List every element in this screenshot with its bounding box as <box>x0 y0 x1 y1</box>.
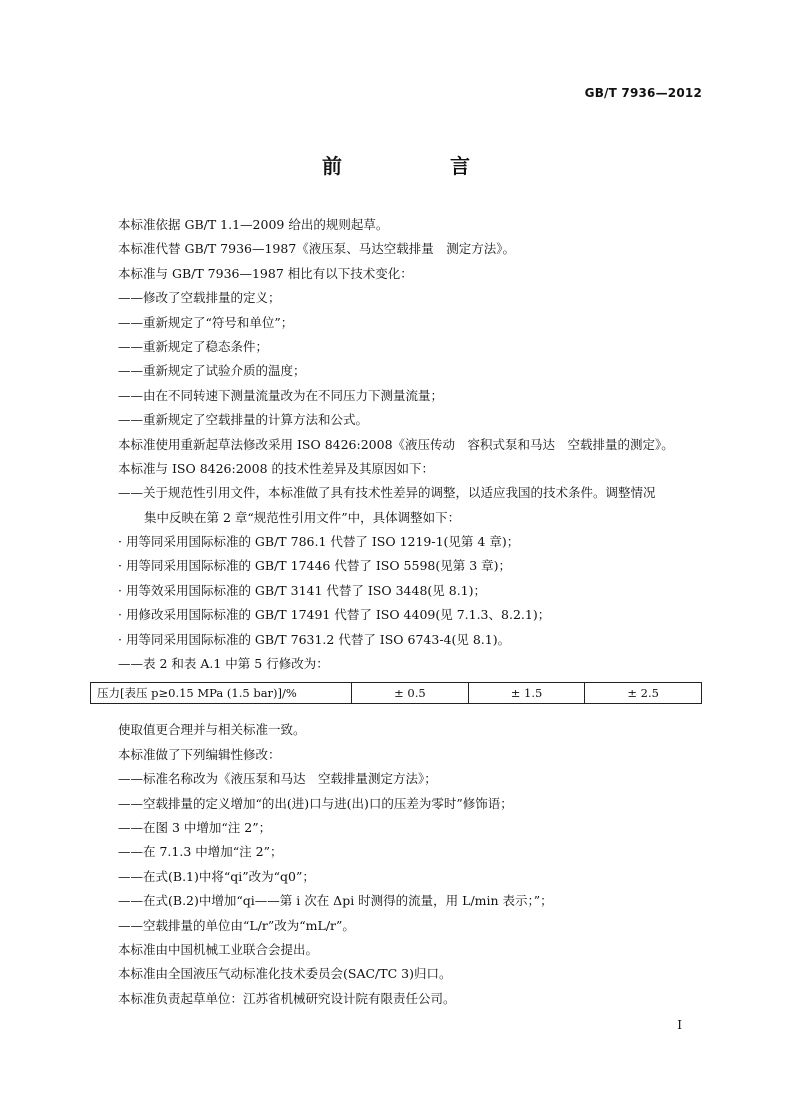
table-intro: ——表 2 和表 A.1 中第 5 行修改为： <box>118 656 329 672</box>
page-title: 前 言 <box>322 154 514 178</box>
paragraph: 本标准与 ISO 8426:2008 的技术性差异及其原因如下： <box>118 460 435 476</box>
paragraph: 本标准做了下列编辑性修改： <box>118 746 281 762</box>
list-item: ——修改了空载排量的定义； <box>118 290 281 306</box>
paragraph: 本标准代替 GB/T 7936—1987《液压泵、马达空载排量 测定方法》。 <box>118 241 516 257</box>
list-item: ——在式(B.1)中将“qi”改为“q0”； <box>118 868 315 884</box>
list-item: ——在式(B.2)中增加“qi——第 i 次在 Δpi 时测得的流量，用 L/min 表示；”； <box>118 893 553 909</box>
table-cell: ± 2.5 <box>585 683 702 704</box>
table-row <box>91 683 702 704</box>
paragraph: 本标准与 GB/T 7936—1987 相比有以下技术变化： <box>118 265 413 281</box>
paragraph: 本标准负责起草单位：江苏省机械研究设计院有限责任公司。 <box>118 990 456 1006</box>
list-item: ——在 7.1.3 中增加“注 2”； <box>118 844 283 860</box>
paragraph: 本标准使用重新起草法修改采用 ISO 8426:2008《液压传动 容积式泵和马达 空载排量的测定》。 <box>118 436 674 452</box>
standard-number: GB/T 7936—2012 <box>584 86 702 100</box>
list-item: ——空载排量的单位由“L/r”改为“mL/r”。 <box>118 917 355 933</box>
list-item-first-line: ——关于规范性引用文件，本标准做了具有技术性差异的调整，以适应我国的技术条件。调整情况 <box>118 485 656 501</box>
list-item: ——由在不同转速下测量流量改为在不同压力下测量流量； <box>118 387 444 403</box>
list-item: ——在图 3 中增加“注 2”； <box>118 819 272 835</box>
bullet-item: · 用等同采用国际标准的 GB/T 786.1 代替了 ISO 1219-1(见第 4 章)； <box>118 534 520 550</box>
bullet-item: · 用等同采用国际标准的 GB/T 7631.2 代替了 ISO 6743-4(见 8.1)。 <box>118 631 511 647</box>
list-item: ——标准名称改为《液压泵和马达 空载排量测定方法》； <box>118 771 437 787</box>
paragraph: 本标准依据 GB/T 1.1—2009 给出的规则起草。 <box>118 217 389 232</box>
list-item: ——重新规定了空载排量的计算方法和公式。 <box>118 412 369 428</box>
list-item-continuation: 集中反映在第 2 章“规范性引用文件”中，具体调整如下： <box>144 509 461 525</box>
paragraph: 本标准由中国机械工业联合会提出。 <box>118 941 319 957</box>
list-item: ——重新规定了“符号和单位”； <box>118 314 294 330</box>
list-item: ——空载排量的定义增加“的出(进)口与进(出)口的压差为零时”修饰语； <box>118 795 513 811</box>
list-item: ——重新规定了稳态条件； <box>118 338 269 354</box>
modification-table <box>90 682 702 704</box>
paragraph: 本标准由全国液压气动标准化技术委员会(SAC/TC 3)归口。 <box>118 966 452 982</box>
list-item <box>118 481 708 530</box>
table-cell: ± 0.5 <box>352 683 469 704</box>
table-cell-label: 压力[表压 p≥0.15 MPa (1.5 bar)]/% <box>91 683 352 704</box>
bullet-item: · 用修改采用国际标准的 GB/T 17491 代替了 ISO 4409(见 7.1.3、8.2.1)； <box>118 607 551 623</box>
list-item: ——重新规定了试验介质的温度； <box>118 363 306 379</box>
table-cell: ± 1.5 <box>468 683 585 704</box>
paragraph: 使取值更合理并与相关标准一致。 <box>118 722 306 738</box>
bullet-item: · 用等同采用国际标准的 GB/T 17446 代替了 ISO 5598(见第 3 章)； <box>118 558 512 574</box>
page-number: I <box>677 1018 682 1032</box>
document-body <box>97 213 708 1011</box>
bullet-item: · 用等效采用国际标准的 GB/T 3141 代替了 ISO 3448(见 8.1)； <box>118 582 487 598</box>
